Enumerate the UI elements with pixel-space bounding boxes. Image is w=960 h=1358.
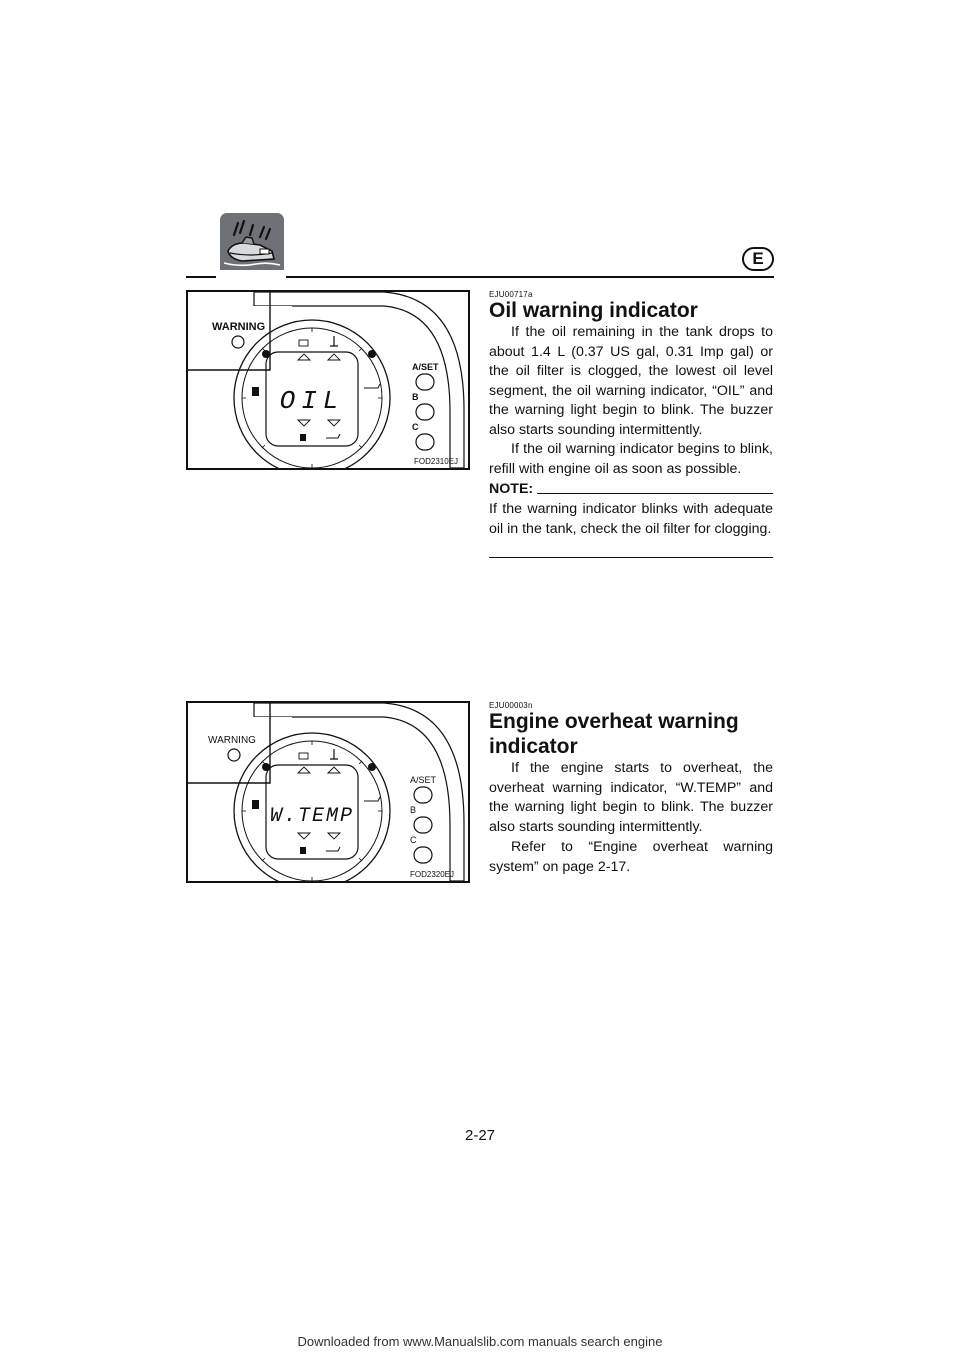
section-title-line-2: indicator <box>489 735 578 758</box>
header-rule-gap <box>216 270 286 282</box>
note-text: If the warning indicator blinks with adequate oil in the tank, check the oil filter for clogging. <box>489 501 773 537</box>
figure-caption: FOD2320EJ <box>410 870 455 879</box>
button-b <box>414 817 432 833</box>
button-b <box>416 404 434 420</box>
button-b-label: B <box>410 805 417 815</box>
button-c <box>416 434 434 450</box>
button-a-label: A/SET <box>410 775 437 785</box>
section-code: EJU00003n <box>489 701 533 710</box>
figure-caption: FOD2310EJ <box>414 457 459 466</box>
button-a <box>414 787 432 803</box>
lcd-display-text: OIL <box>279 386 345 416</box>
button-c-label: C <box>412 422 419 432</box>
language-badge: E <box>742 247 774 271</box>
paragraph: If the oil warning indicator begins to blink, refill with engine oil as soon as possible. <box>489 441 773 477</box>
paragraph: If the engine starts to overheat, the overheat warning indicator, “W.TEMP” and the warning light begin to blink. The buzzer also starts sounding intermittently. <box>489 760 773 835</box>
watermark: Downloaded from www.Manualslib.com manuals search engine <box>297 1334 663 1349</box>
lcd-display-text: W.TEMP <box>269 805 355 828</box>
jet-ski-icon <box>220 213 284 277</box>
warning-light <box>228 749 240 761</box>
figure-oil-warning <box>186 290 470 470</box>
warning-label: WARNING <box>208 735 256 746</box>
paragraph: If the oil remaining in the tank drops to about 1.4 L (0.37 US gal, 0.31 Imp gal) or the oil filter is clogged, the lowest oil level segment, the oil warning indicator, “OIL” and the warning light begin to blink. The buzzer also starts sounding intermittently. <box>489 324 773 438</box>
warning-label: WARNING <box>212 321 266 333</box>
note-end-rule <box>489 557 773 558</box>
warning-light <box>232 336 244 348</box>
button-a-label: A/SET <box>412 362 439 372</box>
note-label: NOTE: <box>489 481 534 497</box>
paragraph: Refer to “Engine overheat warning system” on page 2-17. <box>489 839 773 875</box>
button-c-label: C <box>410 835 417 845</box>
button-b-label: B <box>412 392 419 402</box>
figure-overheat-warning <box>186 701 470 883</box>
section-title: Oil warning indicator <box>489 299 698 322</box>
note-rule <box>537 493 773 494</box>
button-a <box>416 374 434 390</box>
button-c <box>414 847 432 863</box>
section-code: EJU00717a <box>489 290 533 299</box>
page-number: 2-27 <box>464 1127 496 1144</box>
section-title-line-1: Engine overheat warning <box>489 710 739 733</box>
